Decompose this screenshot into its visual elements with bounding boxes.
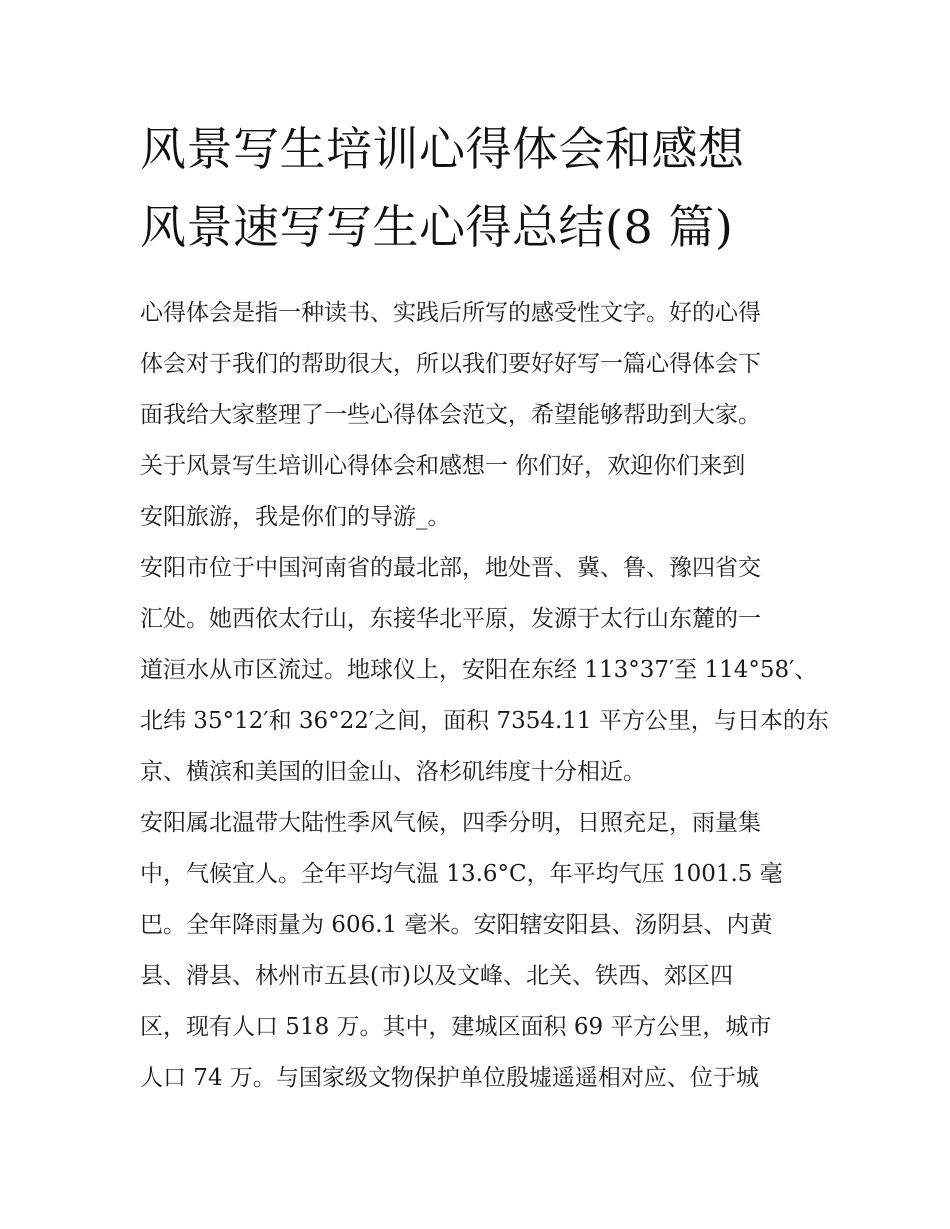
text-line: 面我给大家整理了一些心得体会范文，希望能够帮助到大家。 [140, 402, 761, 428]
text-line: 体会对于我们的帮助很大，所以我们要好好写一篇心得体会下 [140, 351, 761, 377]
text-line: 中，气候宜人。全年平均气温 13.6°C，年平均气压 1001.5 毫 [140, 861, 783, 887]
text-line: 巴。全年降雨量为 606.1 毫米。安阳辖安阳县、汤阴县、内黄 [140, 912, 773, 938]
text-line: 安阳属北温带大陆性季风气候，四季分明，日照充足，雨量集 [140, 810, 761, 836]
text-line: 区，现有人口 518 万。其中，建城区面积 69 平方公里，城市 [140, 1014, 772, 1040]
text-line: 人口 74 万。与国家级文物保护单位殷墟遥遥相对应、位于城 [140, 1065, 759, 1091]
document-body [140, 288, 829, 1104]
text-line: 京、横滨和美国的旧金山、洛杉矶纬度十分相近。 [140, 759, 646, 785]
paragraph-climate [140, 798, 820, 1104]
text-line: 安阳旅游，我是你们的导游_。 [140, 504, 451, 530]
document-title [140, 110, 820, 266]
text-line: 北纬 35°12′和 36°22′之间，面积 7354.11 平方公里，与日本的东 [140, 708, 829, 734]
title-line-2: 风景速写写生心得总结(8 篇) [140, 200, 734, 254]
text-line: 道洹水从市区流过。地球仪上，安阳在东经 113°37′至 114°58′、 [140, 657, 818, 683]
paragraph-intro [140, 288, 820, 543]
text-line: 县、滑县、林州市五县(市)以及文峰、北关、铁西、郊区四 [140, 963, 733, 989]
text-line: 关于风景写生培训心得体会和感想一 你们好，欢迎你们来到 [140, 453, 746, 479]
text-line: 心得体会是指一种读书、实践后所写的感受性文字。好的心得 [140, 300, 761, 326]
paragraph-geography [140, 543, 829, 798]
text-line: 汇处。她西依太行山，东接华北平原，发源于太行山东麓的一 [140, 606, 761, 632]
document-page [140, 110, 829, 1104]
text-line: 安阳市位于中国河南省的最北部，地处晋、冀、鲁、豫四省交 [140, 555, 761, 581]
title-line-1: 风景写生培训心得体会和感想 [140, 122, 745, 176]
